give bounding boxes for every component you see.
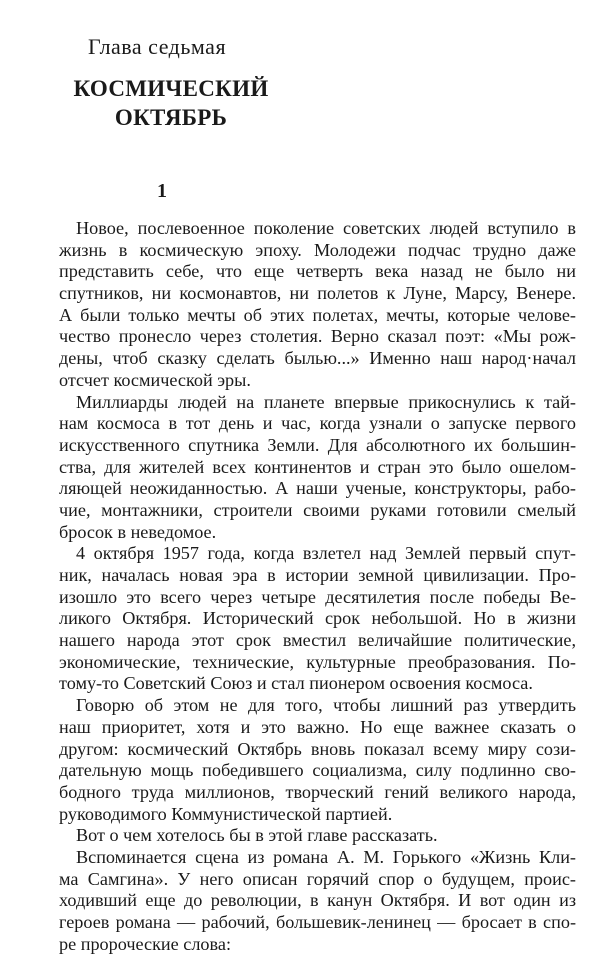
text-line: Вспоминается сцена из романа А. М. Горького «Жизнь Кли- bbox=[76, 846, 576, 867]
text-line: Вот о чем хотелось бы в этой главе рассказать. bbox=[76, 825, 438, 846]
text-line: спутников, ни космонавтов, ни полетов к Луне, Марсу, Венере. bbox=[59, 283, 576, 304]
text-line: Новое, послевоенное поколение советских людей вступило в bbox=[76, 218, 576, 238]
section-number: 1 bbox=[157, 180, 167, 202]
text-line: экономические, технические, культурные преобразования. По- bbox=[59, 651, 576, 672]
text-line: другом: космический Октябрь вновь показал всему миру сози- bbox=[59, 738, 576, 759]
text-line: нам космоса в тот день и час, когда узнали о запуске первого bbox=[59, 413, 576, 434]
text-line: бодного труда миллионов, творческий гений великого народа, bbox=[59, 781, 576, 802]
text-line: героев романа — рабочий, большевик-ленинец — бросает в спо- bbox=[59, 912, 576, 932]
text-line: дательную мощь победившего социализма, силу подлинно сво- bbox=[59, 760, 576, 781]
text-line: чие, монтажники, строители своими руками готовили смелый bbox=[59, 499, 576, 520]
text-line: жизнь в космическую эпоху. Молодежи подчас трудно даже bbox=[59, 239, 576, 260]
chapter-title-line-2: ОКТЯБРЬ bbox=[114, 105, 228, 130]
text-line: ликого Октября. Исторический срок небольшой. Но в жизни bbox=[59, 608, 576, 629]
chapter-title-line-1: КОСМИЧЕСКИЙ bbox=[73, 76, 269, 101]
chapter-title bbox=[66, 74, 276, 132]
text-line: искусственного спутника Земли. Для абсолютного их большин- bbox=[59, 434, 576, 455]
text-line: отсчет космической эры. bbox=[59, 369, 251, 390]
text-line: ре пророческие слова: bbox=[59, 933, 231, 954]
text-line: дены, чтоб сказку сделать былью...» Именно наш народ·начал bbox=[59, 348, 576, 369]
text-line: ма Самгина». У него описан горячий спор о будущем, проис- bbox=[59, 868, 576, 889]
text-line: ства, для жителей всех континентов и стран это было ошелом- bbox=[59, 456, 576, 477]
text-line: нашего народа этот срок вместил величайшие политические, bbox=[59, 630, 576, 651]
text-line: ляющей неожиданностью. А наши ученые, конструкторы, рабо- bbox=[59, 478, 576, 499]
text-line: бросок в неведомое. bbox=[59, 521, 217, 542]
text-line: А были только мечты об этих полетах, мечты, которые челове- bbox=[59, 304, 576, 325]
text-line: тому-то Советский Союз и стал пионером освоения космоса. bbox=[59, 673, 533, 694]
text-line: представить себе, что еще четверть века назад не было ни bbox=[59, 261, 576, 282]
text-line: 4 октября 1957 года, когда взлетел над Землей первый спут- bbox=[76, 543, 576, 564]
text-line: наш приоритет, хотя и это важно. Но еще важнее сказать о bbox=[59, 716, 576, 737]
text-line: Говорю об этом не для того, чтобы лишний раз утвердить bbox=[76, 695, 576, 716]
chapter-label: Глава седьмая bbox=[88, 34, 227, 59]
text-line: Миллиарды людей на планете впервые прикоснулись к тай- bbox=[76, 391, 576, 412]
text-line: ник, началась новая эра в истории земной цивилизации. Про- bbox=[59, 565, 576, 585]
text-line: изошло это всего через четыре десятилетия после победы Ве- bbox=[59, 586, 576, 607]
text-line: ходивший еще до революции, в канун Октября. И вот один из bbox=[59, 890, 576, 911]
text-line: чество пронесло через столетия. Верно сказал поэт: «Мы рож- bbox=[59, 326, 576, 347]
text-line: руководимого Коммунистической партией. bbox=[59, 803, 393, 824]
body-text bbox=[59, 218, 576, 955]
